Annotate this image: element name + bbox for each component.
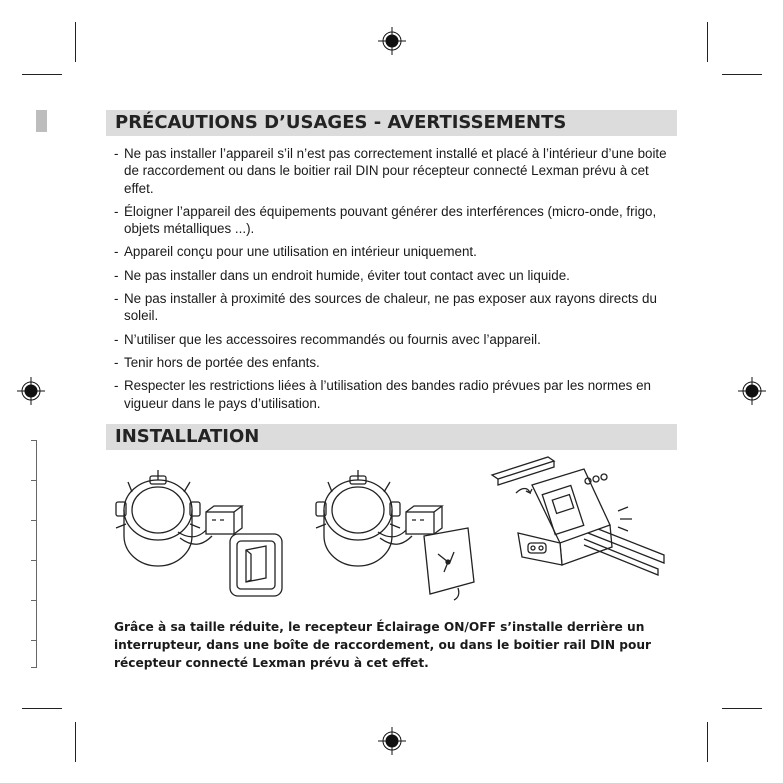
din-rail-housing-illustration [488,455,668,595]
ruler-tick [31,600,37,601]
crop-mark-bottom-left-h [22,708,62,709]
ruler-tick [31,440,37,441]
flush-box-with-switch-illustration [108,462,288,602]
list-item: - N’utiliser que les accessoires recommandés ou fournis avec l’appareil. [114,331,674,348]
registration-mark-top [378,27,406,55]
list-item: - Ne pas installer l’appareil s’il n’est pas correctement installé et placé à l’intérieur d’une boite de raccordement ou dans le boitier rail DIN pour récepteur connecté Lexman prévu à cet effet. [114,145,674,197]
installation-heading: INSTALLATION [106,424,677,450]
registration-mark-left [17,377,45,405]
crop-mark-bottom-right-v [707,722,708,762]
flush-box-with-cover-illustration [308,462,478,602]
crop-mark-bottom-left-v [75,722,76,762]
registration-mark-right [738,377,766,405]
ruler-tick [31,667,37,668]
precautions-heading: PRÉCAUTIONS D’USAGES - AVERTISSEMENTS [106,110,677,136]
crop-mark-bottom-right-h [722,708,762,709]
crop-mark-top-left-v [75,22,76,62]
list-item: - Ne pas installer à proximité des sources de chaleur, ne pas exposer aux rayons directs du soleil. [114,290,674,325]
list-item: - Respecter les restrictions liées à l’utilisation des bandes radio prévues par les normes en vigueur dans le pays d’utilisation. [114,377,674,412]
ruler-tick [31,520,37,521]
list-item: - Tenir hors de portée des enfants. [114,354,674,371]
color-bar-marker [36,110,47,132]
ruler-tick [31,640,37,641]
crop-mark-top-right-h [722,74,762,75]
list-item: - Éloigner l’appareil des équipements pouvant générer des interférences (micro-onde, frigo, objets métalliques ...). [114,203,674,238]
crop-mark-top-left-h [22,74,62,75]
ruler-tick [31,560,37,561]
installation-caption: Grâce à sa taille réduite, le recepteur Éclairage ON/OFF s’installe derrière un interrupteur, dans une boîte de raccordement, ou dans le boitier rail DIN pour récepteur connecté Lexman prévu à cet effet. [114,620,652,670]
list-item: - Appareil conçu pour une utilisation en intérieur uniquement. [114,243,674,260]
registration-mark-bottom [378,727,406,755]
margin-ruler [36,440,37,668]
crop-mark-top-right-v [707,22,708,62]
precautions-list [114,145,674,418]
ruler-tick [31,480,37,481]
list-item: - Ne pas installer dans un endroit humide, éviter tout contact avec un liquide. [114,267,674,284]
